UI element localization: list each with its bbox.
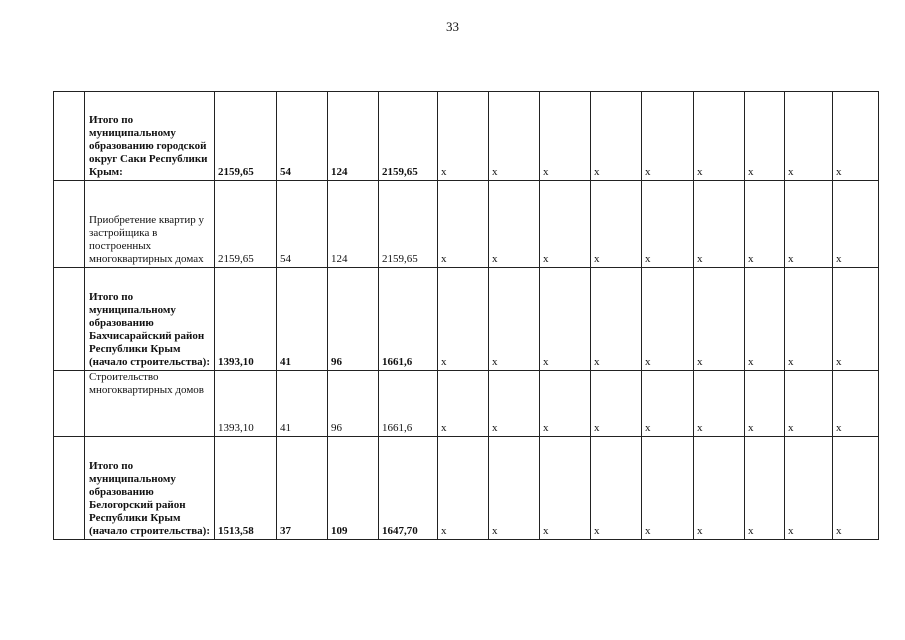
table-cell: x [540, 268, 591, 371]
row-name-cell: Приобретение квартир у застройщика в построенных многоквартирных домах [85, 181, 215, 268]
table-cell [54, 181, 85, 268]
table-cell: x [591, 181, 642, 268]
table-cell: x [833, 371, 879, 437]
table-cell: x [642, 371, 694, 437]
table-cell: 124 [328, 181, 379, 268]
table-cell: x [833, 181, 879, 268]
table-cell: x [694, 92, 745, 181]
table-cell: x [438, 181, 489, 268]
table-cell: x [438, 371, 489, 437]
table-cell: x [591, 268, 642, 371]
table-cell: 2159,65 [379, 181, 438, 268]
table-cell: 37 [277, 437, 328, 540]
table-cell: 54 [277, 181, 328, 268]
table-row [54, 92, 879, 181]
table-cell: x [489, 92, 540, 181]
table-cell: x [489, 371, 540, 437]
table-cell: x [745, 371, 785, 437]
table-cell: x [745, 181, 785, 268]
table-cell [54, 437, 85, 540]
table-cell: 1647,70 [379, 437, 438, 540]
table-cell: 1393,10 [215, 268, 277, 371]
table-cell: 2159,65 [215, 181, 277, 268]
table-row [54, 371, 879, 437]
table-cell: x [540, 181, 591, 268]
row-name-cell: Итого по муниципальному образованию городской округ Саки Республики Крым: [85, 92, 215, 181]
table-cell: x [745, 437, 785, 540]
table-cell: x [694, 437, 745, 540]
data-table [53, 91, 879, 540]
row-name-cell: Итого по муниципальному образованию Белогорский район Республики Крым (начало строительства): [85, 437, 215, 540]
table-cell: x [785, 92, 833, 181]
table-cell: 1393,10 [215, 371, 277, 437]
table-cell: x [833, 437, 879, 540]
table-cell: 2159,65 [215, 92, 277, 181]
table-cell: x [785, 181, 833, 268]
table-cell: 96 [328, 268, 379, 371]
table-cell [54, 371, 85, 437]
table-cell: x [540, 371, 591, 437]
table-cell: x [785, 268, 833, 371]
table-cell: x [745, 268, 785, 371]
table-cell [54, 268, 85, 371]
table-cell: x [785, 371, 833, 437]
table-cell: x [642, 268, 694, 371]
table-cell: x [642, 437, 694, 540]
table-cell: x [642, 181, 694, 268]
table-cell: x [540, 437, 591, 540]
table-cell: x [694, 371, 745, 437]
table-cell: x [438, 268, 489, 371]
table-cell: 1513,58 [215, 437, 277, 540]
table-cell: x [642, 92, 694, 181]
table-cell: x [540, 92, 591, 181]
table-cell: 54 [277, 92, 328, 181]
table-cell: x [489, 437, 540, 540]
table-cell: 1661,6 [379, 371, 438, 437]
table-row [54, 268, 879, 371]
table-cell: x [745, 92, 785, 181]
table-cell: x [591, 371, 642, 437]
table-cell: x [694, 181, 745, 268]
table-cell: 2159,65 [379, 92, 438, 181]
row-name-cell: Итого по муниципальному образованию Бахчисарайский район Республики Крым (начало строительства): [85, 268, 215, 371]
table-cell: x [785, 437, 833, 540]
table-cell: x [833, 92, 879, 181]
table-cell: 109 [328, 437, 379, 540]
table-row [54, 437, 879, 540]
table-cell: x [591, 92, 642, 181]
table-row [54, 181, 879, 268]
table-cell: x [489, 181, 540, 268]
table-cell: 1661,6 [379, 268, 438, 371]
row-name-cell: Строительство многоквартирных домов [85, 371, 215, 437]
table-cell: x [489, 268, 540, 371]
table-cell: x [438, 92, 489, 181]
table-cell [54, 92, 85, 181]
table-cell: 124 [328, 92, 379, 181]
table-cell: 41 [277, 371, 328, 437]
table-cell: x [694, 268, 745, 371]
page-number: 33 [446, 19, 459, 34]
table-cell: 41 [277, 268, 328, 371]
table-cell: x [438, 437, 489, 540]
table-cell: 96 [328, 371, 379, 437]
table-cell: x [833, 268, 879, 371]
table-cell: x [591, 437, 642, 540]
